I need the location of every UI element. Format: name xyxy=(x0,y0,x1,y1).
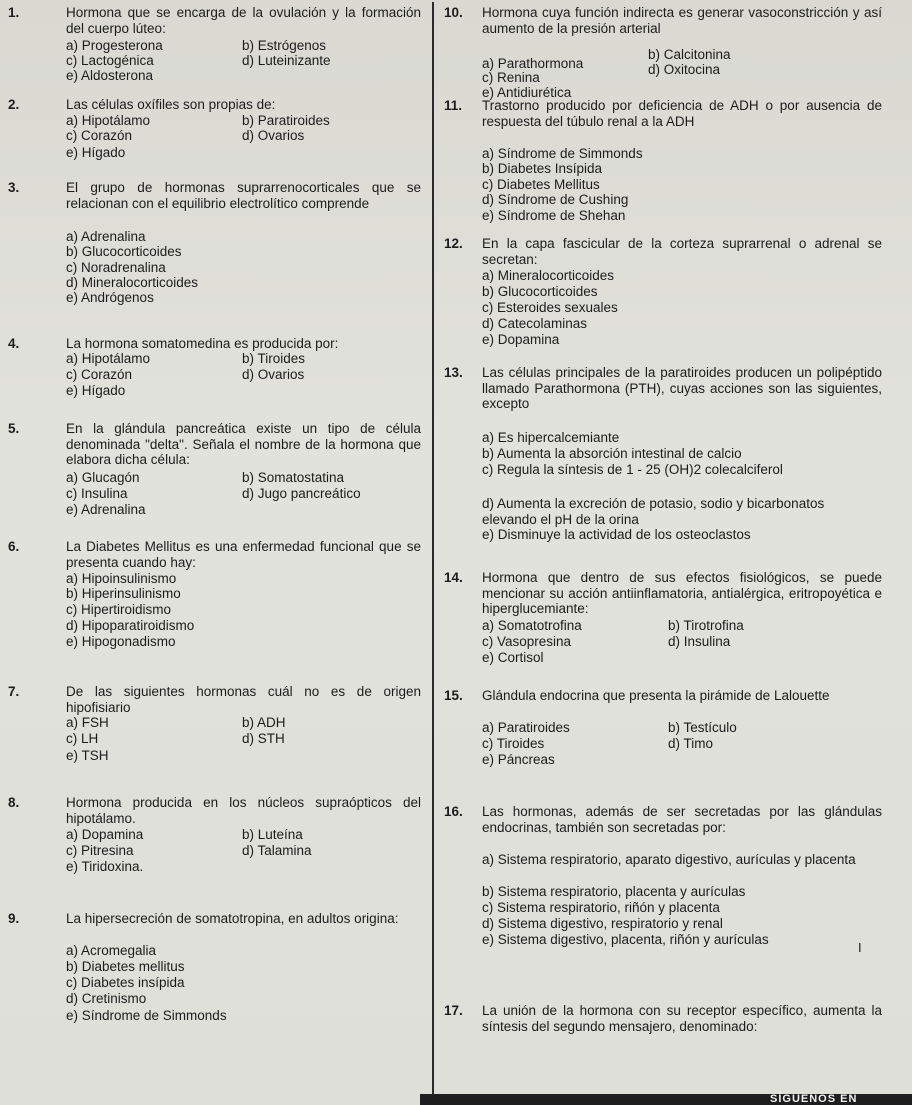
question-stem: La unión de la hormona con su receptor específico, aumenta la síntesis del segundo mensajero, denominado: xyxy=(482,1003,882,1034)
stray-mark: I xyxy=(858,940,862,955)
answer-option: e) Tiridoxina. xyxy=(66,859,144,874)
question-number: 9. xyxy=(8,911,20,926)
answer-option: c) Renina xyxy=(482,70,540,85)
answer-option: a) Dopamina xyxy=(66,827,144,842)
answer-option: b) Testículo xyxy=(668,720,737,735)
answer-option: a) Glucagón xyxy=(66,470,140,485)
answer-option: b) Estrógenos xyxy=(242,38,327,53)
question-number: 7. xyxy=(8,684,20,699)
question-number: 6. xyxy=(8,539,20,554)
answer-option: b) Sistema respiratorio, placenta y aurículas xyxy=(482,884,746,899)
question-number: 17. xyxy=(444,1003,463,1018)
answer-option: d) Ovarios xyxy=(242,367,305,382)
question-stem: Glándula endocrina que presenta la pirámide de Lalouette xyxy=(482,688,830,703)
question-number: 15. xyxy=(444,688,463,703)
answer-option: d) Timo xyxy=(668,736,714,751)
question-number: 11. xyxy=(444,98,463,113)
answer-option: e) Síndrome de Simmonds xyxy=(66,1008,227,1023)
question-number: 4. xyxy=(8,336,20,351)
answer-option: e) Disminuye la actividad de los osteoclastos xyxy=(482,527,751,542)
answer-option: a) Síndrome de Simmonds xyxy=(482,146,643,161)
answer-option: a) Acromegalia xyxy=(66,943,157,958)
answer-option: c) Corazón xyxy=(66,128,133,143)
answer-option: a) Es hipercalcemiante xyxy=(482,430,620,445)
answer-option: e) Adrenalina xyxy=(66,502,146,517)
answer-option: e) Cortisol xyxy=(482,650,544,665)
answer-option: c) Esteroides sexuales xyxy=(482,300,618,315)
answer-option: e) TSH xyxy=(66,748,109,763)
answer-option: a) Progesterona xyxy=(66,38,163,53)
answer-option: a) Hipotálamo xyxy=(66,351,151,366)
answer-option: c) Sistema respiratorio, riñón y placenta xyxy=(482,900,720,915)
question-number: 2. xyxy=(8,97,20,112)
answer-option: c) Noradrenalina xyxy=(66,260,166,275)
question-stem: Hormona que dentro de sus efectos fisiológicos, se puede mencionar su acción antiinflamatoria, antialérgica, eritropoyética e hiperglucemiante: xyxy=(482,570,882,616)
answer-option: d) Aumenta la excreción de potasio, sodio y bicarbonatos elevando el pH de la orina xyxy=(482,496,825,527)
question-stem: Las hormonas, además de ser secretadas por las glándulas endocrinas, también son secretadas por: xyxy=(482,804,882,835)
answer-option: b) Glucocorticoides xyxy=(482,284,598,299)
answer-option: a) Sistema respiratorio, aparato digestivo, aurículas y placenta xyxy=(482,852,856,867)
question-number: 13. xyxy=(444,365,463,380)
answer-option: b) Somatostatina xyxy=(242,470,345,485)
answer-option: b) Diabetes Insípida xyxy=(482,161,603,176)
answer-option: d) Mineralocorticoides xyxy=(66,275,199,290)
answer-option: d) Insulina xyxy=(668,634,731,649)
answer-option: a) Parathormona xyxy=(482,56,584,71)
answer-option: a) FSH xyxy=(66,715,109,730)
answer-option: c) Diabetes Mellitus xyxy=(482,177,600,192)
answer-option: a) Adrenalina xyxy=(66,229,146,244)
answer-option: e) Síndrome de Shehan xyxy=(482,208,626,223)
question-number: 3. xyxy=(8,180,20,195)
answer-option: a) Somatotrofina xyxy=(482,618,582,633)
answer-option: d) Oxitocina xyxy=(648,62,721,77)
question-stem: En la capa fascicular de la corteza suprarrenal o adrenal se secretan: xyxy=(482,236,882,267)
answer-option: d) Talamina xyxy=(242,843,312,858)
question-stem: Las células principales de la paratiroides producen un polipéptido llamado Parathormona (PTH), cuyas acciones son las siguientes, excepto xyxy=(482,365,882,411)
answer-option: b) Hiperinsulinismo xyxy=(66,586,181,601)
answer-option: c) Pitresina xyxy=(66,843,134,858)
answer-option: c) Vasopresina xyxy=(482,634,572,649)
answer-option: d) Jugo pancreático xyxy=(242,486,361,501)
question-number: 10. xyxy=(444,5,463,20)
answer-option: e) Páncreas xyxy=(482,752,555,767)
answer-option: b) Glucocorticoides xyxy=(66,244,182,259)
answer-option: b) Tiroides xyxy=(242,351,306,366)
column-divider xyxy=(432,2,434,1102)
answer-option: b) Aumenta la absorción intestinal de calcio xyxy=(482,446,742,461)
answer-option: c) LH xyxy=(66,731,99,746)
answer-option: d) Hipoparatiroidismo xyxy=(66,618,195,633)
answer-option: a) Paratiroides xyxy=(482,720,570,735)
answer-option: c) Tiroides xyxy=(482,736,545,751)
question-number: 12. xyxy=(444,236,463,251)
question-stem: Las células oxífiles son propias de: xyxy=(66,97,276,112)
answer-option: e) Hipogonadismo xyxy=(66,634,176,649)
answer-option: b) Tirotrofina xyxy=(668,618,744,633)
answer-option: b) Paratiroides xyxy=(242,113,330,128)
answer-option: d) Luteinizante xyxy=(242,53,331,68)
answer-option: a) Mineralocorticoides xyxy=(482,268,615,283)
question-stem: Hormona cuya función indirecta es generar vasoconstricción y así aumento de la presión arterial xyxy=(482,5,882,36)
answer-option: b) ADH xyxy=(242,715,286,730)
answer-option: c) Regula la síntesis de 1 - 25 (OH)2 colecalciferol xyxy=(482,462,783,477)
question-stem: De las siguientes hormonas cuál no es de origen hipofisiario xyxy=(66,684,421,715)
question-stem: La Diabetes Mellitus es una enfermedad funcional que se presenta cuando hay: xyxy=(66,539,421,570)
answer-option: e) Hígado xyxy=(66,145,126,160)
answer-option: c) Diabetes insípida xyxy=(66,975,185,990)
answer-option: d) Cretinismo xyxy=(66,991,147,1006)
question-stem: La hormona somatomedina es producida por: xyxy=(66,336,339,351)
answer-option: a) Hipoinsulinismo xyxy=(66,571,177,586)
answer-option: b) Calcitonina xyxy=(648,47,731,62)
answer-option: c) Corazón xyxy=(66,367,133,382)
answer-option: b) Luteína xyxy=(242,827,303,842)
answer-option: b) Diabetes mellitus xyxy=(66,959,185,974)
answer-option: d) Síndrome de Cushing xyxy=(482,192,629,207)
question-stem: Hormona producida en los núcleos supraópticos del hipotálamo. xyxy=(66,795,421,826)
answer-option: e) Aldosterona xyxy=(66,68,154,83)
answer-option: d) Ovarios xyxy=(242,128,305,143)
question-number: 5. xyxy=(8,421,20,436)
answer-option: c) Insulina xyxy=(66,486,128,501)
question-number: 14. xyxy=(444,570,463,585)
answer-option: e) Dopamina xyxy=(482,332,560,347)
question-number: 16. xyxy=(444,804,463,819)
answer-option: e) Andrógenos xyxy=(66,290,154,305)
question-stem: Trastorno producido por deficiencia de ADH o por ausencia de respuesta del túbulo renal a la ADH xyxy=(482,98,882,129)
question-stem: Hormona que se encarga de la ovulación y la formación del cuerpo lúteo: xyxy=(66,5,421,36)
answer-option: e) Hígado xyxy=(66,383,126,398)
question-stem: En la glándula pancreática existe un tipo de célula denominada "delta". Señala el nombre de la hormona que elabora dicha célula: xyxy=(66,421,421,467)
answer-option: d) STH xyxy=(242,731,285,746)
footer-label: SÍGUENOS EN xyxy=(770,1093,858,1105)
answer-option: c) Lactogénica xyxy=(66,53,154,68)
answer-option: d) Sistema digestivo, respiratorio y renal xyxy=(482,916,723,931)
answer-option: d) Catecolaminas xyxy=(482,316,588,331)
answer-option: a) Hipotálamo xyxy=(66,113,151,128)
answer-option: e) Sistema digestivo, placenta, riñón y aurículas xyxy=(482,932,769,947)
question-number: 1. xyxy=(8,5,20,20)
answer-option: e) Antidiurética xyxy=(482,85,572,100)
question-number: 8. xyxy=(8,795,20,810)
question-stem: El grupo de hormonas suprarrenocorticales que se relacionan con el equilibrio electrolítico comprende xyxy=(66,180,421,211)
question-stem: La hipersecreción de somatotropina, en adultos origina: xyxy=(66,911,399,926)
answer-option: c) Hipertiroidismo xyxy=(66,602,172,617)
